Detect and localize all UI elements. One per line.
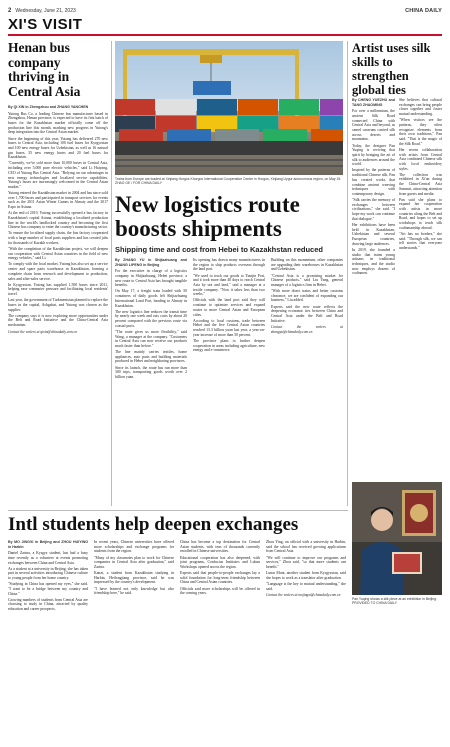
paragraph: In Kyrgyzstan, Yutong has supplied 1,500 buses since 2011, helping ease commuter pressure and facilitating local residents' travel. xyxy=(8,282,108,297)
paragraph: For the executive in charge of a logistics company in Shijiazhuang, Hebei province, a new route to Central Asia has brought tangible benefits. xyxy=(115,269,187,288)
paragraph: Educational cooperation has also deepened, with joint programs, Confucius Institutes and Luban Workshops opened across the region. xyxy=(180,555,260,569)
freight-train-caption: Trains from Europe are loaded at Xinjiang Horgos Khorgos International Cooperation Center in Horgos, Xinjiang Uygur autonomous region, on May 15. ZHAO GE / FOR CHINA DAILY xyxy=(115,177,342,186)
paragraph: "When visitors see the patterns, they often recognize elements from their own traditions," Pan said. "That is the magic of the Silk Road." xyxy=(399,118,442,146)
intl-column-1 xyxy=(8,540,88,742)
paragraph: Inspired by the patterns of traditional Chinese silk, Pan has created works that combine ancient weaving techniques with contemporary design. xyxy=(352,168,395,196)
section-header xyxy=(8,17,442,36)
intl-byline: By MO JINGXI in Beijing and ZHOU HUIYING in Harbin xyxy=(8,540,88,549)
logistics-column-1 xyxy=(115,258,187,506)
paragraph: Yutong entered the Kazakhstan market in 2004 and has since sold over 1,700 buses and participated in transport services for events such as the 2011 Asian Winter Games in Almaty and the 2017 Expo in Astana. xyxy=(8,191,108,210)
paragraph: Pan said she plans to expand her cooperation with artists in more countries along the Belt and Road, and hopes to set up workshops to teach silk craftsmanship abroad. xyxy=(399,197,442,230)
paragraph: "With the completion of the Kazakhstan project, we will deepen our cooperation with Central Asian countries in the field of new energy vehicles," said Li. xyxy=(8,246,108,261)
paragraph: At the end of 2019, Yutong successfully opened a bus factory in Kazakhstan's capital Astana, establishing a localized production line in the world's landlocked country and becoming the first Chinese bus company to enter the country's manufacturing sector. xyxy=(8,211,108,230)
artist-headline: Artist uses silk skills to strengthen global ties xyxy=(352,41,431,97)
paragraph: On May 17, a freight train loaded with 50 containers of daily goods left Shijiazhuang International Land Port, heading to Almaty in Kazakhstan. xyxy=(115,289,187,308)
paragraph: "Studying in China has opened my eyes," she said. "I want to be a bridge between my country and China." xyxy=(8,582,88,596)
train-containers-image xyxy=(115,41,343,175)
logistics-headline: New logistics route boosts shipments xyxy=(115,192,300,241)
paragraph: The collection was exhibited in Xi'an during the China-Central Asia Summit, attracting attention from guests and media. xyxy=(399,172,442,196)
section-divider xyxy=(8,510,348,511)
paragraph: Since the beginning of this year, Yutong has delivered 270 new buses to Central Asia, including 100 fuel buses for Kyrgyzstan and 100 new energy buses for Uzbekistan, as well as 16 natural gas buses, 35 new energy buses and 20 fuel buses for Kazakhstan. xyxy=(8,136,108,160)
logistics-contact: Contact the writers at zhangyu@chinadaily.com.cn xyxy=(271,325,343,334)
intl-column-2 xyxy=(94,540,174,742)
paragraph: Daniel Zarina, a Kyrgyz student, has had a busy time recently as a volunteer at events promoting exchanges between China and Central Asia. xyxy=(8,551,88,565)
artist-photo xyxy=(352,482,442,595)
paragraph: Officials said more scholarships will be offered in the coming years. xyxy=(180,586,260,596)
henan-contact: Contact the writers at qixin@chinadaily.com.cn xyxy=(8,329,77,334)
paragraph: Yutong Bus Co, a leading Chinese bus manufacturer based in Zhengzhou, Henan province, is expected to have its first batch of buses for the Kazakhstan market officially come off the production line this month, marking new progress in Yutong's deep integration into the Central Asian market. xyxy=(8,111,108,135)
intl-column-3 xyxy=(180,540,260,742)
paper-name: CHINA DAILY xyxy=(405,8,442,14)
paragraph: China has become a top destination for Central Asian students, with tens of thousands currently enrolled in Chinese universities. xyxy=(180,540,260,554)
paragraph: "Language is the key to mutual understanding," she said. xyxy=(266,581,346,591)
paragraph: Zhou Ying, an official with a university in Harbin, said the school has received growing applications from Central Asia. xyxy=(266,540,346,554)
column-divider xyxy=(347,41,348,506)
logistics-byline: By ZHANG YU in Shijiazhuang and ZHANG LIPENG in Beijing xyxy=(115,258,187,267)
paragraph: "We will continue to improve our programs and services," Zhou said, "so that more students can benefit." xyxy=(266,555,346,569)
paragraph: Experts said that people-to-people exchanges lay a solid foundation for long-term friendship between China and Central Asian countries. xyxy=(180,571,260,585)
paragraph: Lunar Mont, another student from Kyrgyzstan, said she hopes to work as a translator after graduation. xyxy=(266,571,346,580)
paragraph: To ensure the localized supply chain, the bus factory cooperated with a large number of local parts suppliers and has created jobs for thousands of Kazakh workers. xyxy=(8,231,108,245)
paragraph: The line mainly carries textiles, home appliances, auto parts and building materials produced in Hebei and neighboring provinces. xyxy=(115,350,187,364)
paragraph: Last year, the government of Turkmenistan planned to replace the buses in the capital, Ashgabat, and Yutong was chosen as the supplier. xyxy=(8,298,108,312)
paragraph: Kanat, a student from Kazakhstan studying in Harbin, Heilongjiang province, said he was impressed by the country's development. xyxy=(94,571,174,585)
artist-byline: By CHENG YUEZHU and TANG ZHAOMING xyxy=(352,98,395,107)
paragraph: Her exhibitions have been held in Kazakhstan, Uzbekistan and several European countries, drawing large audiences. xyxy=(352,222,395,246)
paragraph: Her recent collaboration with artists from Central Asia combined Chinese silk with local embroidery styles. xyxy=(399,147,442,171)
paragraph: "Currently, we've sold more than 10,000 buses in Central Asia, including over 5,000 pure electric vehicles," said Li Haiyang, CEO of Yutong Bus Central Asia. "Relying on our advantages in new energy technologies and localized service capabilities, Yutong's buses are increasingly welcomed in the Central Asian market." xyxy=(8,161,108,189)
paragraph: As a student at a university in Beijing, she has taken part in several activities introducing Chinese culture to young people from her home country. xyxy=(8,566,88,581)
paragraph: To comply with the local market, Yutong has also set up a service center and spare parts warehouse in Kazakhstan, forming a complete chain from research and development to production, sales and after-sales service. xyxy=(8,262,108,281)
henan-byline: By QI XIN in Zhengzhou and ZHANG YANCHEN xyxy=(8,105,89,109)
paragraph: "Many of my classmates plan to work for Chinese companies in Central Asia after graduation," said Zarina. xyxy=(94,555,174,569)
intl-contact: Contact the writers at mojingxi@chinadaily.com.cn xyxy=(266,593,341,598)
paragraph: In 2019, she founded a studio that trains young artisans in traditional techniques, and the studio now employs dozens of craftsmen. xyxy=(352,247,395,276)
paragraph: Growing numbers of students from Central Asia are choosing to study in China, attracted by quality education and career prospects. xyxy=(8,597,88,612)
paragraph: "We used to truck our goods to Tianjin Port, and it took more than 40 days to reach Central Asia by sea and land," said a manager at a textile company. "Now it takes less than two weeks." xyxy=(193,273,265,297)
paragraph: The new logistics line reduces the transit time by nearly one week and cuts costs by about 20 percent compared with the previous route via coastal ports. xyxy=(115,309,187,328)
logistics-column-3 xyxy=(271,258,343,506)
paragraph: Experts said the new route reflects the deepening economic ties between China and Central Asia under the Belt and Road Initiative. xyxy=(271,304,343,323)
paragraph: "Art has no borders," she said. "Through silk, we can tell stories that everyone understands." xyxy=(399,231,442,251)
paragraph: "The route gives us more flexibility," said Wang, a manager at the company. "Customers in Central Asia can now receive our products much faster than before." xyxy=(115,329,187,348)
paragraph: "With more direct trains and better customs clearance, we are confident of expanding our business," Liu added. xyxy=(271,289,343,303)
paragraph: The province plans to further deepen cooperation in areas including agriculture, new energy and e-commerce. xyxy=(193,338,265,353)
artist-column-1 xyxy=(352,98,395,478)
paragraph: The company says it is now exploring more opportunities under the Belt and Road Initiative and the China-Central Asia mechanism. xyxy=(8,313,108,328)
logistics-deck: Shipping time and cost from Hebei to Kazakhstan reduced xyxy=(115,245,323,254)
paragraph: Building on this momentum, other companies are upgrading their warehouses in Kazakhstan and Uzbekistan. xyxy=(271,258,343,272)
artist-photo-caption: Pan Yuqing shows a silk piece at an exhibition in Beijing. PROVIDED TO CHINA DAILY xyxy=(352,597,437,606)
paragraph: For over a millennium, the ancient Silk Road connected China with Central Asia and beyond, as camel caravans carried silk across deserts and mountains. xyxy=(352,109,395,142)
henan-article xyxy=(8,105,108,505)
paragraph: "Silk carries the memory of exchanges between civilizations," she said. "I hope my work can continue that dialogue." xyxy=(352,198,395,221)
henan-headline: Henan bus company thriving in Central Asia xyxy=(8,40,81,99)
intl-students-headline: Intl students help deepen exchanges xyxy=(8,514,299,535)
masthead xyxy=(8,6,442,16)
artist-portrait-image xyxy=(352,482,442,595)
paragraph: "I have learned not only knowledge but also friendship here," he said. xyxy=(94,586,174,596)
column-divider xyxy=(111,41,112,506)
paragraph: She believes that cultural exchanges can bring people closer together and foster mutual understanding. xyxy=(399,98,442,117)
paragraph: According to local customs, trade between Hebei and the five Central Asian countries reached 13.3 billion yuan last year, a year-on-year increase of more than 50 percent. xyxy=(193,318,265,337)
paragraph: "Central Asia is a promising market for Chinese products," said Liu Yang, general manager of a logistics firm in Hebei. xyxy=(271,273,343,287)
paragraph: Today, the designer Pan Yuqing is reviving that spirit by bringing the art of silk to audiences around the world. xyxy=(352,143,395,167)
freight-train-photo xyxy=(115,41,343,175)
paragraph: Officials with the land port said they will continue to optimize services and expand routes to more Central Asian and European cities. xyxy=(193,298,265,317)
section-title: XI'S VISIT xyxy=(8,16,83,33)
paragraph: Since its launch, the route has run more than 300 trips, transporting goods worth over 2 billion yuan. xyxy=(115,365,187,379)
intl-column-4 xyxy=(266,540,346,742)
paragraph: In recent years, Chinese universities have offered more scholarships and exchange programs for students from the region. xyxy=(94,540,174,554)
paragraph: Its opening has drawn many manufacturers in the region to ship products overseas through the land port. xyxy=(193,258,265,272)
logistics-column-2 xyxy=(193,258,265,506)
artist-column-2 xyxy=(399,98,442,478)
issue-date: Wednesday, June 21, 2023 xyxy=(15,8,76,14)
page-number: 2 xyxy=(8,8,12,14)
